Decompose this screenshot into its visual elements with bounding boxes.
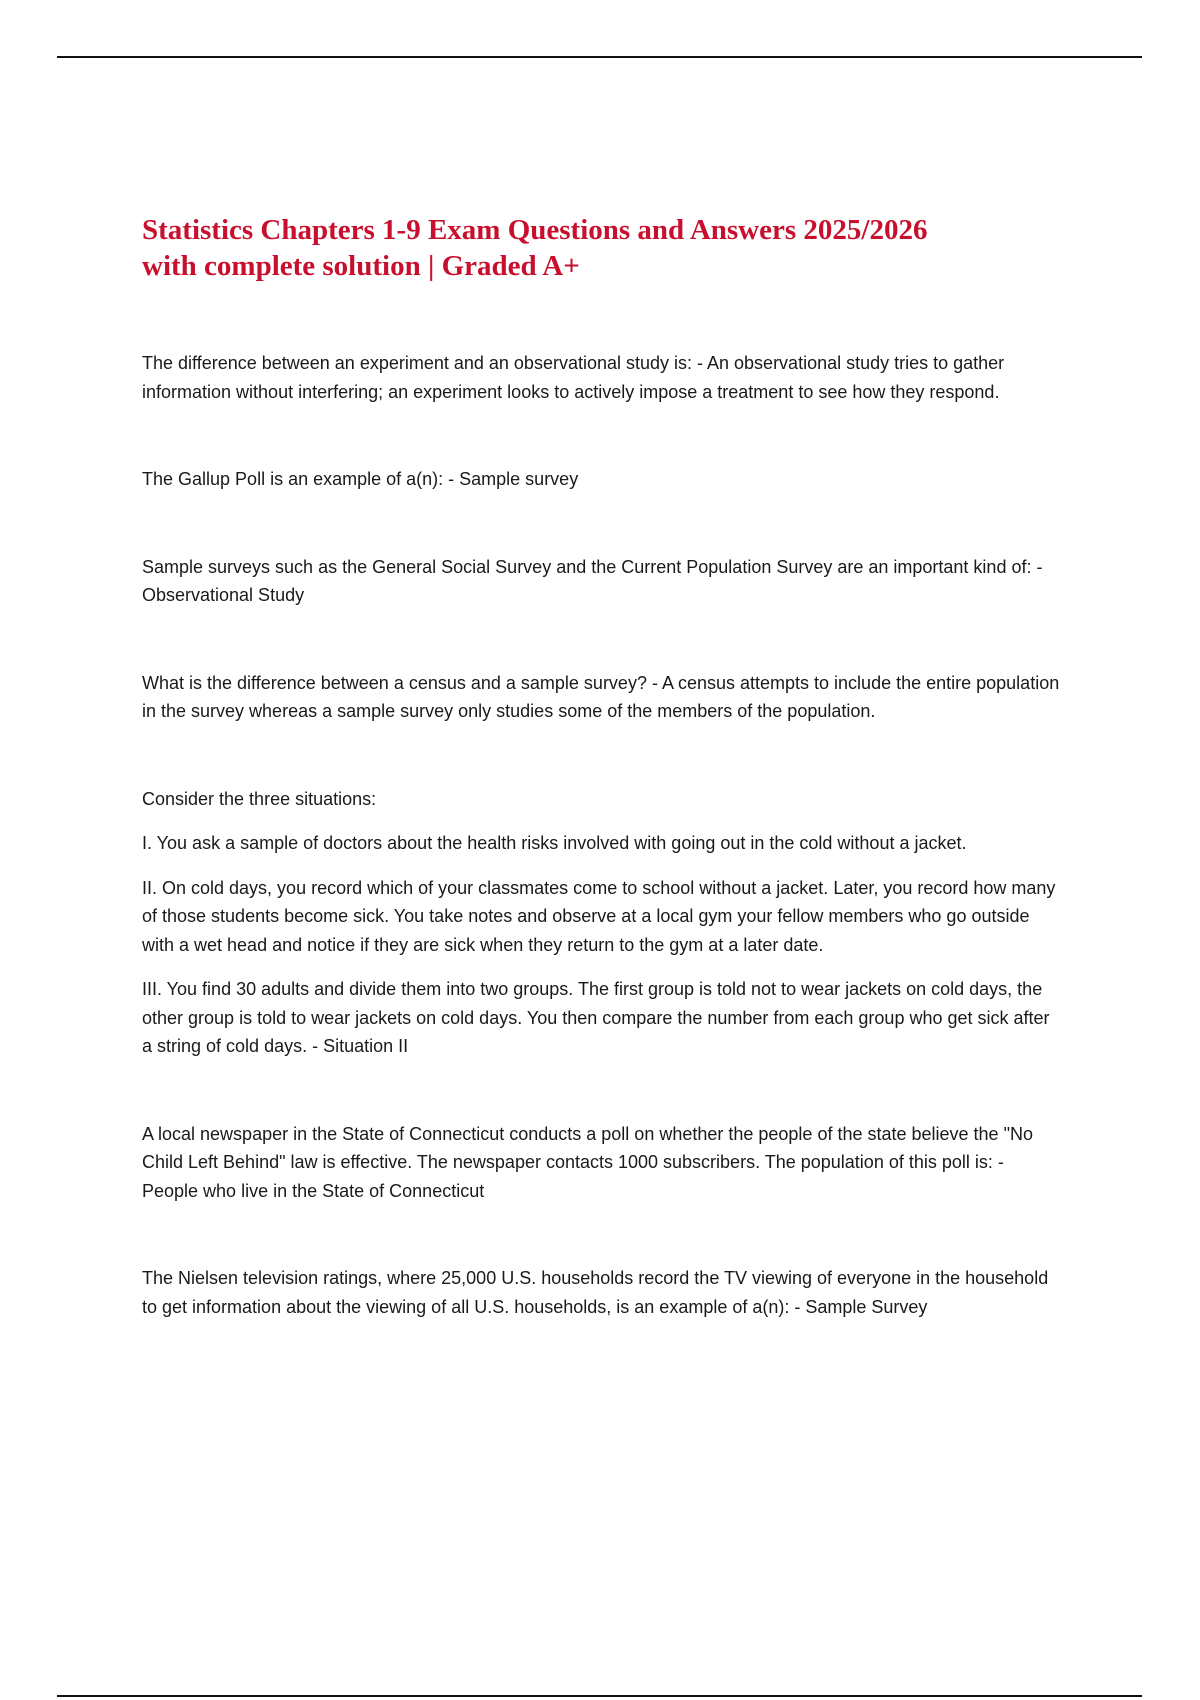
qa-item xyxy=(142,349,1062,406)
footer-rule xyxy=(57,1695,1142,1697)
document-title xyxy=(142,212,1062,284)
qa-item xyxy=(142,1264,1062,1321)
qa-text: Sample surveys such as the General Social Survey and the Current Population Survey are an important kind of: - Observational Study xyxy=(142,556,1043,605)
qa-text: The difference between an experiment and an observational study is: - An observational study tries to gather information without interfering; an experiment looks to actively impose a treatment to see how they respond. xyxy=(142,353,1005,402)
header-rule xyxy=(57,56,1142,58)
qa-item xyxy=(142,465,1062,494)
qa-item xyxy=(142,669,1062,726)
qa-text: The Nielsen television ratings, where 25,000 U.S. households record the TV viewing of everyone in the household to get information about the viewing of all U.S. households, is an example of a(n): - Sample Survey xyxy=(142,1268,1049,1317)
qa-text: The Gallup Poll is an example of a(n): - Sample survey xyxy=(142,469,579,489)
qa-item xyxy=(142,1120,1062,1206)
document-title-line-1: Statistics Chapters 1-9 Exam Questions and Answers 2025/2026 xyxy=(142,214,928,246)
qa-intro: Consider the three situations: xyxy=(142,788,377,809)
situation-item-2: II. On cold days, you record which of your classmates come to school without a jacket. Later, you record how many of those students become sick. You take notes and observe at a local gym your fellow members who go outside with a wet head and notice if they are sick when they return to the gym at a later date. xyxy=(142,877,1056,955)
situation-item-3: III. You find 30 adults and divide them into two groups. The first group is told not to wear jackets on cold days, the other group is told to wear jackets on cold days. You then compare the number from each group who get sick after a string of cold days. - Situation II xyxy=(142,979,1050,1056)
situation-item-1: I. You ask a sample of doctors about the health risks involved with going out in the cold without a jacket. xyxy=(142,833,967,853)
qa-text: What is the difference between a census and a sample survey? - A census attempts to include the entire population in the survey whereas a sample survey only studies some of the members of the population. xyxy=(142,672,1060,721)
document-title-line-2: with complete solution | Graded A+ xyxy=(142,250,580,282)
document-page xyxy=(142,212,1062,1380)
qa-item xyxy=(142,553,1062,610)
qa-item-situations xyxy=(142,785,1062,1061)
qa-text: A local newspaper in the State of Connecticut conducts a poll on whether the people of the state believe the "No Child Left Behind" law is effective. The newspaper contacts 1000 subscribers. The population of this poll is: - People who live in the State of Connecticut xyxy=(142,1123,1033,1201)
qa-list xyxy=(142,349,1062,1321)
